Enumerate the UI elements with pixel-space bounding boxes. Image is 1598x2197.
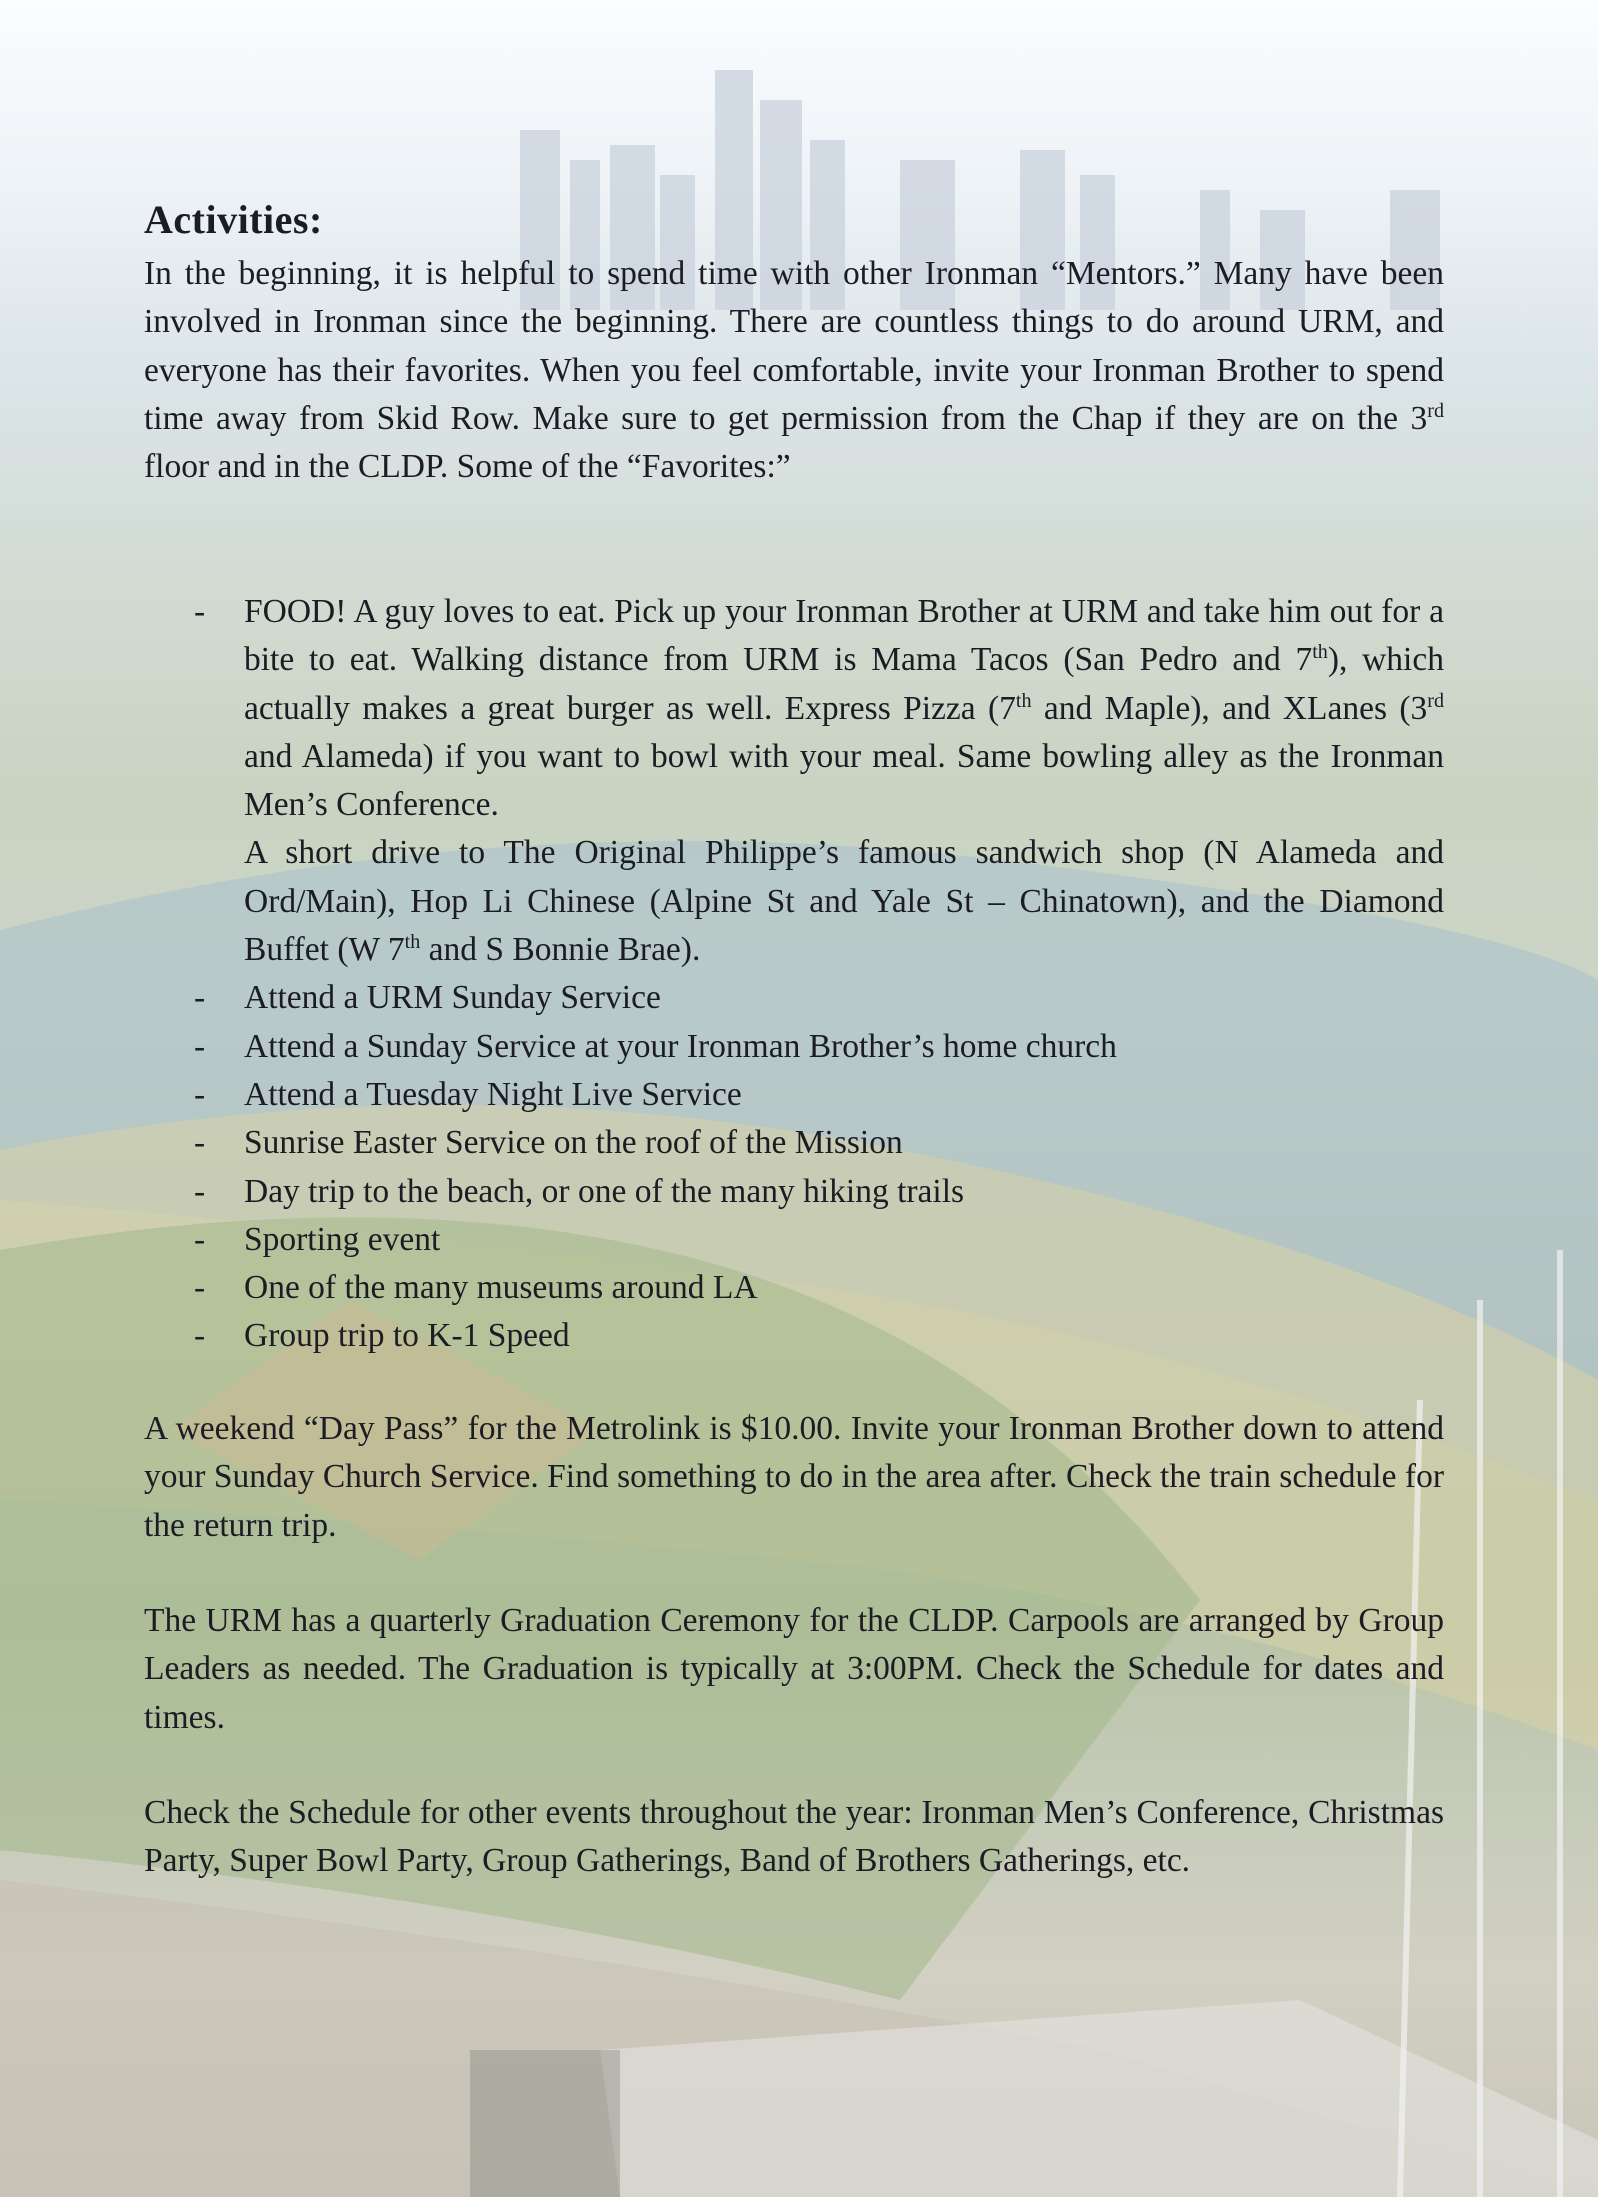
ordinal-suffix: rd [1427,399,1444,422]
food-paragraph [244,588,1444,829]
food-text: A short drive to The Original Philippe’s famous sandwich shop (N Alameda and Ord/Main), Hop Li Chinese (Alpine St and Yale St – Chinatown), and the Diamond Buffet (W 7 [244,834,1444,969]
bullet-dash: - [194,1075,206,1113]
list-item-label: Group trip to K-1 Speed [244,1317,570,1355]
intro-text-end: floor and in the CLDP. Some of the “Favorites:” [144,448,791,486]
list-item [144,1071,1444,1119]
list-item [144,1119,1444,1167]
list-item-label: Attend a Sunday Service at your Ironman Brother’s home church [244,1027,1117,1065]
ordinal-suffix: rd [1427,689,1444,712]
list-item-label: One of the many museums around LA [244,1269,758,1307]
ordinal-suffix: th [404,930,421,953]
list-item-label: Day trip to the beach, or one of the many hiking trails [244,1172,965,1210]
bullet-dash: - [194,1269,206,1307]
list-item [144,1312,1444,1360]
bullet-dash: - [194,593,206,630]
bullet-dash: - [194,1027,206,1065]
bullet-dash: - [194,1124,206,1162]
bullet-dash: - [194,979,206,1017]
food-text: and S Bonnie Brae). [420,931,701,969]
activities-list [144,588,1444,1361]
ordinal-suffix: th [1015,689,1032,712]
graduation-paragraph: The URM has a quarterly Graduation Ceremony for the CLDP. Carpools are arranged by Group Leaders as needed. The Graduation is typically at 3:00PM. Check the Schedule for dates and times. [144,1602,1444,1736]
list-item [144,1216,1444,1264]
bullet-dash: - [194,1172,206,1210]
list-item-label: Attend a URM Sunday Service [244,979,661,1017]
list-item-label: Sporting event [244,1220,441,1258]
list-item-label: Attend a Tuesday Night Live Service [244,1075,742,1113]
food-text: and Alameda) if you want to bowl with your meal. Same bowling alley as the Ironman Men’s Conference. [244,737,1444,824]
food-drive-paragraph [244,829,1444,974]
list-item [144,1168,1444,1216]
events-paragraph: Check the Schedule for other events throughout the year: Ironman Men’s Conference, Christmas Party, Super Bowl Party, Group Gatherings, Band of Brothers Gatherings, etc. [144,1794,1444,1880]
food-text: and Maple), and XLanes (3 [1031,689,1428,727]
page-heading: Activities: [144,197,323,242]
food-text: FOOD! A guy loves to eat. Pick up your Ironman Brother at URM and take him out for a bite to eat. Walking distance from URM is Mama Tacos (San Pedro and 7 [244,593,1444,679]
food-text: ), which actually makes a great burger as well. Express Pizza (7 [244,641,1444,727]
list-item [144,1264,1444,1312]
list-item [144,974,1444,1022]
intro-text: In the beginning, it is helpful to spend time with other Ironman “Mentors.” Many have been involved in Ironman since the beginning. There are countless things to do around URM, and everyone has their favorites. When you feel comfortable, invite your Ironman Brother to spend time away from Skid Row. Make sure to get permission from the Chap if they are on the 3 [144,255,1444,437]
list-item-label: Sunrise Easter Service on the roof of the Mission [244,1124,903,1162]
ordinal-suffix: th [1312,641,1328,664]
list-item [144,1023,1444,1071]
metrolink-paragraph: A weekend “Day Pass” for the Metrolink is $10.00. Invite your Ironman Brother down to attend your Sunday Church Service. Find something to do in the area after. Check the train schedule for the return trip. [144,1410,1444,1544]
list-item-food [144,588,1444,974]
intro-paragraph [144,250,1444,491]
bullet-dash: - [194,1220,206,1258]
bullet-dash: - [194,1317,206,1355]
